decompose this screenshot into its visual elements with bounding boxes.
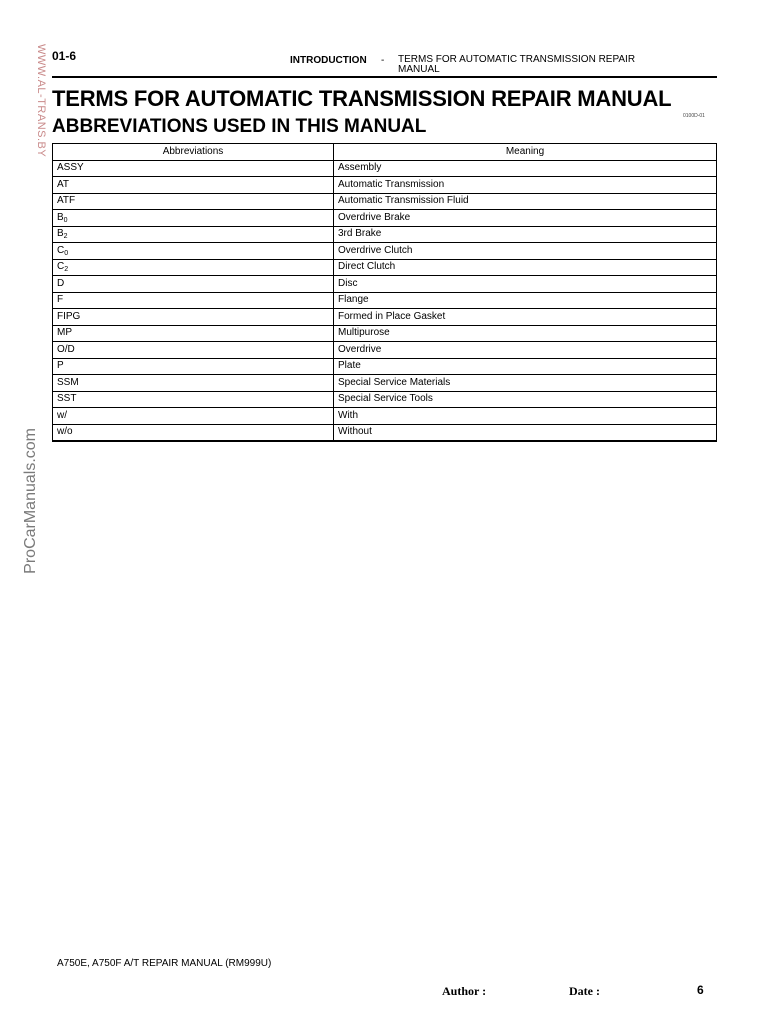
meaning-cell: Without xyxy=(334,424,717,441)
meaning-cell: 3rd Brake xyxy=(334,226,717,243)
table-row xyxy=(53,325,717,342)
meaning-cell: Automatic Transmission xyxy=(334,177,717,194)
column-header-meaning: Meaning xyxy=(334,144,717,161)
meaning-cell: Direct Clutch xyxy=(334,259,717,276)
abbreviation-text: SST xyxy=(57,393,77,405)
table-row xyxy=(53,292,717,309)
abbreviation-text: AT xyxy=(57,178,70,190)
table-row xyxy=(53,375,717,392)
abbreviation-cell xyxy=(53,292,334,309)
meaning-cell: Flange xyxy=(334,292,717,309)
abbreviation-subscript: 0 xyxy=(64,249,69,257)
abbreviation-subscript: 2 xyxy=(63,233,68,241)
table-row xyxy=(53,358,717,375)
abbreviation-cell xyxy=(53,210,334,227)
abbreviation-text: P xyxy=(57,360,64,372)
table-row xyxy=(53,276,717,293)
footer-model: A750E, A750F A/T REPAIR MANUAL (RM999U) xyxy=(57,958,272,969)
section-subtitle: ABBREVIATIONS USED IN THIS MANUAL xyxy=(52,116,427,137)
meaning-cell: Multipurose xyxy=(334,325,717,342)
table-row xyxy=(53,424,717,441)
meaning-cell: Plate xyxy=(334,358,717,375)
watermark-side: ProCarManuals.com xyxy=(22,428,39,574)
abbreviation-cell xyxy=(53,309,334,326)
header-section: INTRODUCTION xyxy=(290,55,367,66)
abbreviation-cell xyxy=(53,358,334,375)
abbreviation-cell xyxy=(53,391,334,408)
abbreviation-cell xyxy=(53,342,334,359)
meaning-cell: With xyxy=(334,408,717,425)
table-row xyxy=(53,210,717,227)
header-rule xyxy=(52,76,717,78)
page-title: TERMS FOR AUTOMATIC TRANSMISSION REPAIR MANUAL xyxy=(52,86,672,111)
meaning-cell: Overdrive Clutch xyxy=(334,243,717,260)
abbreviation-cell xyxy=(53,177,334,194)
abbreviation-text: D xyxy=(57,277,65,289)
abbreviation-text: w/o xyxy=(57,426,73,438)
page-code: 01-6 xyxy=(52,49,77,63)
abbreviation-text: ASSY xyxy=(57,162,84,174)
abbreviation-cell xyxy=(53,259,334,276)
table-row xyxy=(53,226,717,243)
table-row xyxy=(53,243,717,260)
abbreviation-cell xyxy=(53,375,334,392)
abbreviations-table xyxy=(52,143,717,442)
table-row xyxy=(53,408,717,425)
table-row xyxy=(53,160,717,177)
table-row xyxy=(53,391,717,408)
watermark-top: WWW.AL-TRANS.BY xyxy=(35,44,47,158)
abbreviation-text: ATF xyxy=(57,195,76,207)
header-separator: - xyxy=(381,55,385,66)
footer-date-label: Date : xyxy=(569,984,600,998)
abbreviation-cell xyxy=(53,226,334,243)
abbreviation-text: O/D xyxy=(57,343,75,355)
abbreviation-subscript: 0 xyxy=(63,216,68,224)
reference-code: 0100D-01 xyxy=(683,113,705,119)
meaning-cell: Disc xyxy=(334,276,717,293)
table-row xyxy=(53,309,717,326)
abbreviation-cell xyxy=(53,243,334,260)
table-row xyxy=(53,193,717,210)
abbreviation-text: B xyxy=(57,228,64,240)
meaning-cell: Special Service Tools xyxy=(334,391,717,408)
meaning-cell: Formed in Place Gasket xyxy=(334,309,717,326)
abbreviation-cell xyxy=(53,276,334,293)
meaning-cell: Assembly xyxy=(334,160,717,177)
abbreviation-cell xyxy=(53,424,334,441)
header-title: TERMS FOR AUTOMATIC TRANSMISSION REPAIR MANUAL xyxy=(398,54,636,75)
abbreviation-text: F xyxy=(57,294,64,306)
column-header-abbreviations: Abbreviations xyxy=(53,144,334,161)
meaning-cell: Automatic Transmission Fluid xyxy=(334,193,717,210)
meaning-cell: Overdrive xyxy=(334,342,717,359)
abbreviation-text: C xyxy=(57,244,65,256)
abbreviation-cell xyxy=(53,325,334,342)
abbreviation-text: FIPG xyxy=(57,310,81,322)
footer-author-label: Author : xyxy=(442,984,487,998)
table-row xyxy=(53,177,717,194)
meaning-cell: Special Service Materials xyxy=(334,375,717,392)
table-body xyxy=(53,160,717,441)
abbreviation-cell xyxy=(53,408,334,425)
abbreviation-text: SSM xyxy=(57,376,79,388)
table-row xyxy=(53,259,717,276)
abbreviation-text: MP xyxy=(57,327,72,339)
footer-page-number: 6 xyxy=(697,983,704,997)
abbreviation-cell xyxy=(53,160,334,177)
table-row xyxy=(53,342,717,359)
abbreviation-subscript: 2 xyxy=(64,266,69,274)
table-header-row xyxy=(53,144,717,161)
abbreviation-text: C xyxy=(57,261,65,273)
abbreviation-text: w/ xyxy=(57,409,67,421)
abbreviation-text: B xyxy=(57,211,64,223)
meaning-cell: Overdrive Brake xyxy=(334,210,717,227)
abbreviation-cell xyxy=(53,193,334,210)
